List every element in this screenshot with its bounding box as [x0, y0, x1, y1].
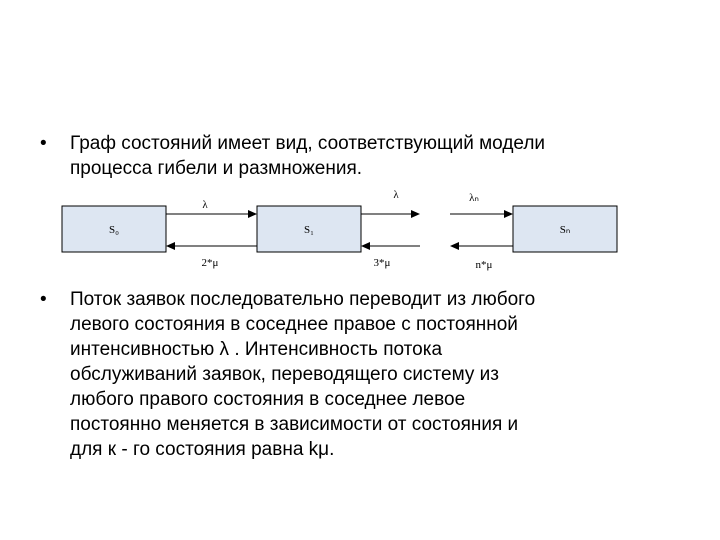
forward-label: λₙ — [469, 192, 479, 204]
bullet-marker: • — [40, 289, 47, 310]
forward-arrowhead — [411, 210, 420, 218]
bullet-line: левого состояния в соседнее правое с постоянной — [70, 314, 518, 335]
bullet-line: интенсивностью λ . Интенсивность потока — [70, 339, 443, 360]
bullet-line: любого правого состояния в соседнее левое — [70, 389, 466, 410]
backward-arrowhead — [361, 242, 370, 250]
forward-arrowhead — [504, 210, 513, 218]
backward-arrowhead — [450, 242, 459, 250]
bullet-line: для к - го состояния равна kμ. — [70, 439, 335, 460]
forward-label: λ — [393, 189, 399, 201]
bullet-item-flow — [40, 287, 700, 462]
forward-label: λ — [202, 199, 208, 211]
forward-arrowhead — [248, 210, 257, 218]
bullet-text — [70, 287, 700, 462]
bullet-line: процесса гибели и размножения. — [70, 158, 363, 179]
bullet-line: Граф состояний имеет вид, соответствующий модели — [70, 133, 546, 154]
bullet-line: обслуживаний заявок, переводящего систему из — [70, 364, 499, 385]
state-label-s0: S₀ — [109, 224, 119, 236]
backward-label: n*μ — [475, 259, 493, 271]
bullet-line: постоянно меняется в зависимости от состояния и — [70, 414, 519, 435]
bullet-line: Поток заявок последовательно переводит из любого — [70, 289, 536, 310]
bullet-marker: • — [40, 133, 47, 154]
state-label-sn: Sₙ — [559, 224, 571, 236]
backward-arrowhead — [166, 242, 175, 250]
state-label-s1: S₁ — [304, 224, 314, 236]
backward-label: 2*μ — [201, 257, 219, 269]
backward-label: 3*μ — [373, 257, 391, 269]
